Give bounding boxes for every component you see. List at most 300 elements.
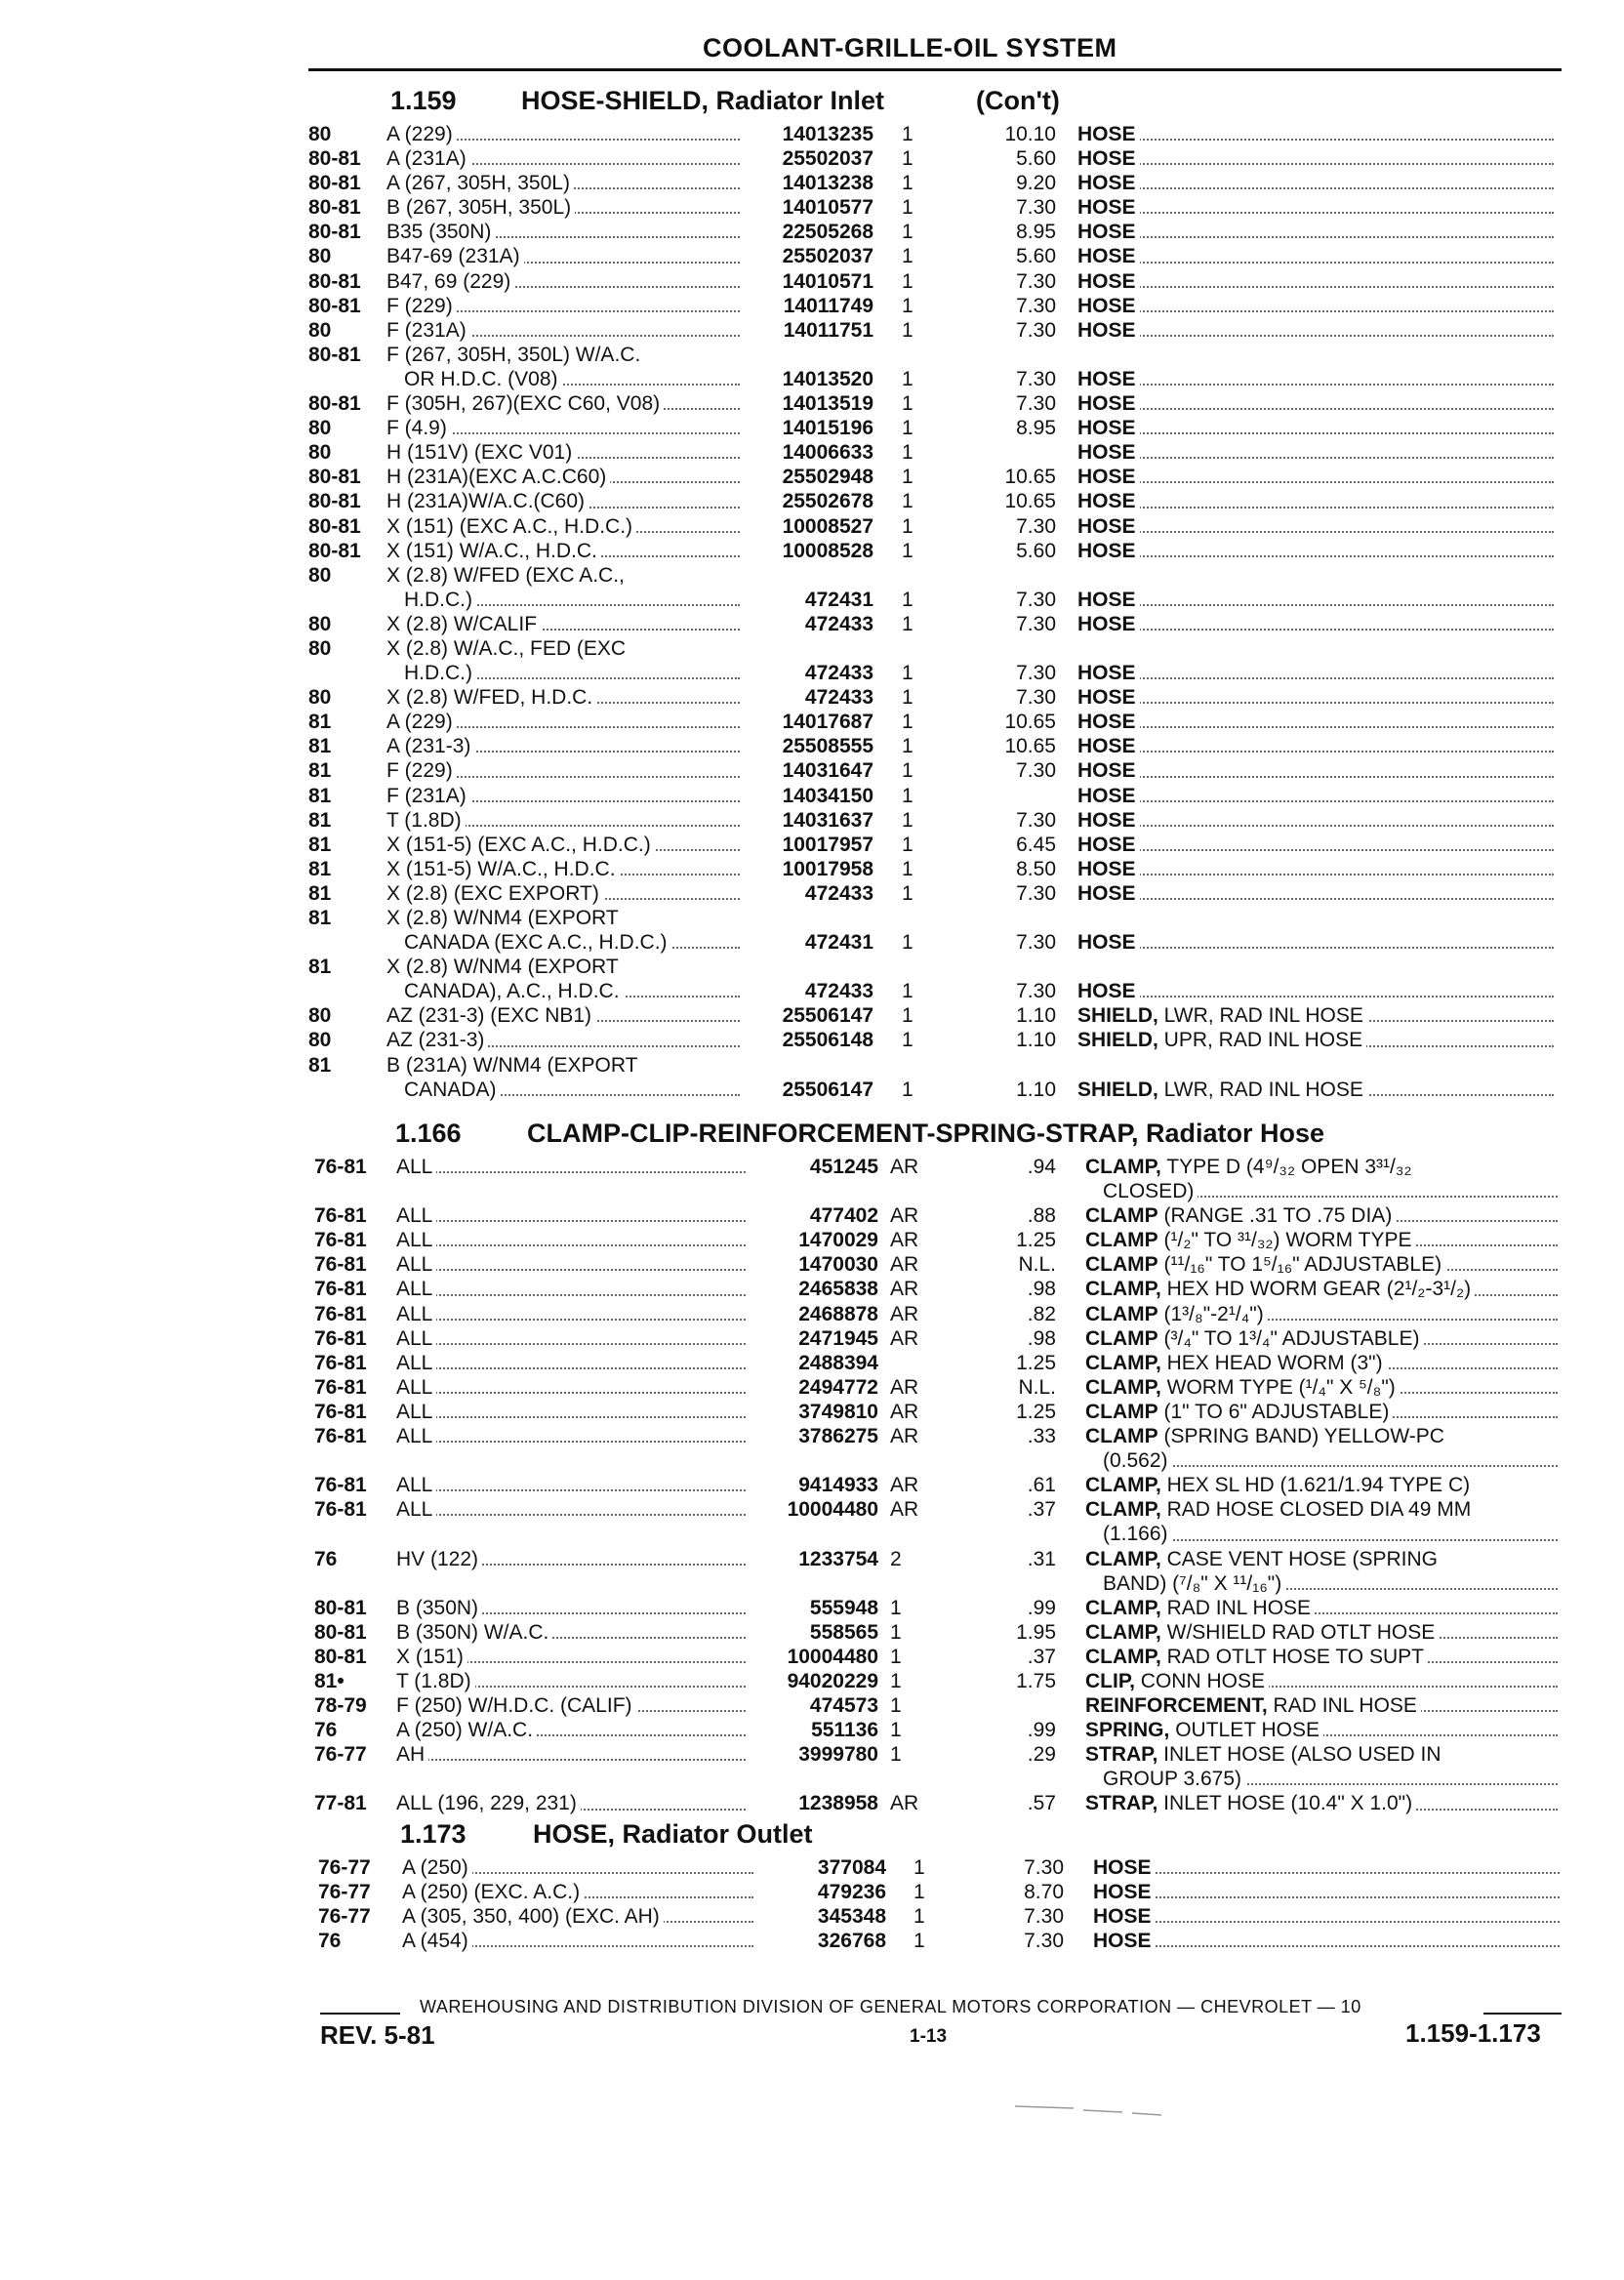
leader-dots [1077, 236, 1554, 238]
application-text: CANADA) [404, 1079, 501, 1101]
description-text: HOSE [1077, 759, 1140, 782]
leader-dots [1077, 604, 1554, 606]
description-text: CLAMP (SPRING BAND) YELLOW-PC [1085, 1425, 1448, 1447]
part-number: 3749810 [798, 1400, 878, 1423]
model-year: 81• [314, 1669, 345, 1692]
list-price: 7.30 [1016, 612, 1056, 635]
application [386, 195, 740, 220]
table-row [314, 1351, 1562, 1375]
table-row [314, 1791, 1562, 1815]
description [1085, 1547, 1558, 1571]
table-row [314, 1522, 1562, 1546]
application-text: F (250) W/H.D.C. (CALIF) [396, 1694, 636, 1717]
description-text: STRAP, INLET HOSE (ALSO USED IN [1085, 1743, 1445, 1766]
table-row [308, 318, 1562, 343]
application [402, 1904, 753, 1929]
part-number: 22505268 [782, 221, 873, 244]
model-year: 76 [314, 1719, 338, 1742]
description [1077, 758, 1554, 783]
list-price: .61 [1027, 1474, 1056, 1497]
application-text: OR H.D.C. (V08) [404, 368, 562, 390]
application-text: AZ (231-3) (EXC NB1) [386, 1004, 595, 1027]
part-number: 1238958 [798, 1792, 878, 1815]
leader-dots [1077, 702, 1554, 704]
application-text: A (267, 305H, 350L) [386, 172, 574, 194]
application [386, 685, 740, 710]
leader-dots [1077, 825, 1554, 827]
description [1085, 1620, 1558, 1645]
application-text: ALL [396, 1327, 436, 1350]
part-number: 472433 [804, 612, 873, 635]
description-text: CLAMP, HEX HEAD WORM (3") [1085, 1352, 1387, 1374]
part-number: 472433 [804, 662, 873, 685]
leader-dots [1077, 898, 1554, 900]
part-number: 1470030 [798, 1253, 878, 1277]
application [386, 244, 740, 268]
description [1077, 710, 1554, 734]
application [396, 1400, 746, 1424]
page-number: 1-13 [910, 2026, 948, 2047]
part-number: 14011749 [783, 294, 873, 317]
part-number: 14010577 [782, 196, 873, 220]
part-number: 472433 [804, 881, 873, 905]
description-text: GROUP 3.675) [1103, 1768, 1245, 1790]
model-year: 81 [308, 808, 332, 832]
application-text: A (229) [386, 123, 457, 145]
part-number: 479236 [817, 1881, 886, 1904]
leader-dots [396, 1367, 746, 1369]
list-price: 1.10 [1016, 1078, 1056, 1101]
application-text: ALL [396, 1204, 436, 1227]
leader-dots [396, 1171, 746, 1173]
description-text: HOSE [1077, 196, 1140, 219]
part-number: 14006633 [782, 441, 873, 465]
model-year: 76-81 [314, 1425, 367, 1448]
model-year: 80-81 [308, 490, 361, 513]
table-row [314, 1669, 1562, 1693]
description [1085, 1375, 1558, 1400]
list-price: .94 [1027, 1156, 1056, 1178]
leader-dots [396, 1759, 746, 1761]
description [1077, 122, 1554, 146]
description-text: HOSE [1077, 662, 1140, 684]
model-year: 80-81 [314, 1645, 367, 1668]
table-row [308, 784, 1562, 808]
list-price: .57 [1027, 1792, 1056, 1815]
part-number: 10017958 [782, 857, 873, 880]
part-number: 14013235 [782, 123, 873, 145]
list-price: 10.10 [1004, 123, 1056, 145]
application-text: ALL [396, 1425, 436, 1447]
description-text: HOSE [1077, 147, 1140, 170]
table-row [308, 489, 1562, 513]
application [386, 758, 740, 783]
table-row [318, 1904, 1562, 1929]
application-text: F (4.9) [386, 417, 451, 439]
quantity: AR [890, 1375, 919, 1399]
description-text: CLAMP (¹/₂" TO ³¹/₃₂) WORM TYPE [1085, 1229, 1415, 1251]
part-number: 14011751 [783, 318, 873, 342]
application [386, 906, 740, 930]
part-number: 2488394 [798, 1351, 878, 1374]
leader-dots [396, 1294, 746, 1296]
part-number: 10004480 [787, 1498, 878, 1522]
model-year: 81 [308, 833, 332, 856]
application [396, 1742, 746, 1767]
table-row [314, 1179, 1562, 1203]
leader-dots [1077, 800, 1554, 802]
application-text: B (350N) [396, 1597, 482, 1619]
application-text: T (1.8D) [396, 1670, 475, 1692]
table-row [308, 661, 1562, 685]
part-number: 14017687 [782, 711, 873, 734]
description-text: CLAMP (1" TO 6" ADJUSTABLE) [1085, 1401, 1393, 1423]
leader-dots [1077, 874, 1554, 875]
description-text: HOSE [1077, 785, 1140, 807]
description-text: CLAMP, WORM TYPE (¹/₄" X ⁵/₈") [1085, 1376, 1400, 1399]
model-year: 81 [308, 857, 332, 880]
table-row [308, 955, 1562, 979]
table-row [308, 1078, 1562, 1102]
description [1077, 588, 1554, 612]
application-text: ALL [396, 1352, 436, 1374]
description [1077, 857, 1554, 881]
leader-dots [1077, 457, 1554, 459]
application-text: B (231A) W/NM4 (EXPORT [386, 1054, 642, 1077]
table-row [308, 367, 1562, 391]
description-text: HOSE [1077, 392, 1140, 415]
model-year: 76 [314, 1547, 338, 1570]
part-number: 472431 [804, 931, 873, 955]
table-row [318, 1929, 1562, 1953]
list-price: 7.30 [1016, 686, 1056, 710]
leader-dots [1093, 1896, 1560, 1898]
list-price: N.L. [1018, 1253, 1056, 1277]
list-price: .29 [1027, 1743, 1056, 1767]
model-year: 76-81 [314, 1474, 367, 1497]
quantity: 1 [902, 686, 914, 710]
quantity: 1 [902, 857, 914, 880]
list-price: 7.30 [1016, 318, 1056, 342]
table-row [314, 1326, 1562, 1351]
description [1077, 367, 1554, 391]
leader-dots [1077, 408, 1554, 410]
list-price: 1.10 [1016, 1029, 1056, 1052]
leader-dots [1077, 726, 1554, 728]
quantity: 1 [890, 1669, 902, 1692]
quantity: 1 [902, 490, 914, 513]
list-price: 1.10 [1016, 1004, 1056, 1028]
application [404, 979, 740, 1003]
part-number: 2465838 [798, 1278, 878, 1301]
quantity: 1 [902, 980, 914, 1003]
leader-dots [1077, 996, 1554, 998]
description [1093, 1929, 1560, 1953]
description-text: CLAMP, HEX SL HD (1.621/1.94 TYPE C) [1085, 1474, 1474, 1496]
table-row [308, 1028, 1562, 1052]
model-year: 76-81 [314, 1375, 367, 1399]
leader-dots [396, 1319, 746, 1321]
quantity: 1 [902, 833, 914, 856]
list-price: 7.30 [1016, 269, 1056, 293]
quantity: 1 [890, 1719, 902, 1742]
description [1085, 1791, 1558, 1815]
leader-dots [1077, 776, 1554, 778]
quantity: 1 [902, 662, 914, 685]
application [386, 146, 740, 171]
table-row [308, 122, 1562, 146]
description-text: HOSE [1077, 980, 1140, 1002]
model-year: 80-81 [308, 147, 361, 171]
application [404, 367, 740, 391]
application-text: H.D.C.) [404, 589, 476, 611]
list-price: .37 [1027, 1498, 1056, 1522]
application-text: X (151) [396, 1646, 467, 1668]
model-year: 78-79 [314, 1694, 367, 1718]
description-text: HOSE [1077, 882, 1140, 905]
description [1077, 440, 1554, 465]
part-number: 14013519 [782, 392, 873, 416]
application-text: X (2.8) W/FED, H.D.C. [386, 686, 596, 709]
description [1077, 489, 1554, 513]
table-row [314, 1252, 1562, 1277]
application-text: X (151) W/A.C., H.D.C. [386, 540, 601, 562]
description-text: HOSE [1077, 589, 1140, 611]
leader-dots [1077, 139, 1554, 141]
description [1085, 1645, 1558, 1669]
table-row [314, 1228, 1562, 1252]
leader-dots [1077, 335, 1554, 337]
list-price: 9.20 [1016, 172, 1056, 195]
application-text: B (350N) W/A.C. [396, 1621, 552, 1644]
application-text: A (250) W/A.C. [396, 1719, 537, 1741]
description-text: CLAMP (³/₄" TO 1³/₄" ADJUSTABLE) [1085, 1327, 1423, 1350]
description-text: HOSE [1093, 1905, 1156, 1928]
application [396, 1791, 746, 1815]
description-text: HOSE [1077, 931, 1140, 954]
quantity: 1 [890, 1694, 902, 1718]
table-row [314, 1596, 1562, 1620]
application-text: F (267, 305H, 350L) W/A.C. [386, 344, 644, 366]
list-price: 1.25 [1016, 1351, 1056, 1374]
model-year: 80 [308, 1029, 332, 1052]
continued-label: (Con't) [976, 86, 1060, 115]
description [1077, 244, 1554, 268]
application-text: ALL [396, 1253, 436, 1276]
application [404, 1078, 740, 1102]
table-row [308, 833, 1562, 857]
leader-dots [396, 1514, 746, 1516]
model-year: 81 [308, 759, 332, 783]
model-year: 80 [308, 417, 332, 440]
quantity: 1 [902, 466, 914, 489]
quantity: AR [890, 1229, 919, 1252]
description [1103, 1179, 1558, 1203]
leader-dots [1077, 286, 1554, 288]
application-text: A (231-3) [386, 735, 474, 757]
description [1093, 1855, 1560, 1880]
description [1077, 220, 1554, 244]
leader-dots [1077, 751, 1554, 753]
model-year: 81 [308, 1053, 332, 1077]
description-text: HOSE [1077, 319, 1140, 342]
description-text: HOSE [1093, 1856, 1156, 1879]
list-price: 10.65 [1004, 711, 1056, 734]
table-row [314, 1448, 1562, 1473]
model-year: 80-81 [308, 269, 361, 293]
description-text: HOSE [1093, 1930, 1156, 1952]
description-text: HOSE [1077, 172, 1140, 194]
description [1077, 146, 1554, 171]
quantity: 1 [902, 392, 914, 416]
quantity: 1 [902, 759, 914, 783]
table-row [314, 1571, 1562, 1596]
model-year: 81 [308, 735, 332, 758]
model-year: 76-81 [314, 1278, 367, 1301]
quantity: AR [890, 1474, 919, 1497]
application [396, 1155, 746, 1179]
application-text: AH [396, 1743, 428, 1766]
description [1077, 685, 1554, 710]
table-row [314, 1767, 1562, 1791]
model-year: 80 [308, 563, 332, 587]
quantity: 1 [902, 881, 914, 905]
part-number: 472431 [804, 588, 873, 611]
part-number: 3999780 [798, 1743, 878, 1767]
model-year: 81 [308, 907, 332, 929]
part-number: 2468878 [798, 1302, 878, 1325]
model-year: 80-81 [308, 343, 361, 366]
leader-dots [1093, 1921, 1560, 1923]
list-price: 7.30 [1016, 881, 1056, 905]
quantity: 1 [914, 1930, 925, 1953]
application-text: A (250) [402, 1856, 472, 1879]
application-text: ALL [396, 1474, 436, 1496]
application-text: A (454) [402, 1930, 472, 1952]
quantity: 1 [902, 269, 914, 293]
footer-division: WAREHOUSING AND DISTRIBUTION DIVISION OF GENERAL MOTORS CORPORATION — CHEVROLET — 10 [420, 1997, 1361, 2016]
table-row [314, 1473, 1562, 1497]
quantity: 1 [902, 196, 914, 220]
application [386, 857, 740, 881]
part-number: 474573 [809, 1694, 878, 1718]
part-number: 25502678 [782, 490, 873, 513]
leader-dots [1077, 677, 1554, 679]
title-rule [308, 68, 1562, 71]
table-row [308, 563, 1562, 588]
description-text: HOSE [1077, 466, 1140, 488]
description-text: HOSE [1077, 540, 1140, 562]
description-text: HOSE [1077, 834, 1140, 856]
list-price: 7.30 [1016, 808, 1056, 832]
quantity: AR [890, 1792, 919, 1815]
description-text: CLAMP, RAD HOSE CLOSED DIA 49 MM [1085, 1498, 1475, 1521]
leader-dots [1077, 262, 1554, 264]
leader-dots [1077, 212, 1554, 214]
part-number: 10017957 [782, 833, 873, 856]
quantity: 1 [890, 1596, 902, 1619]
application [386, 440, 740, 465]
model-year: 80 [308, 686, 332, 710]
description [1103, 1767, 1558, 1791]
quantity: 1 [902, 123, 914, 145]
application [386, 612, 740, 636]
application [396, 1252, 746, 1277]
list-price: .99 [1027, 1719, 1056, 1742]
model-year: 76-81 [314, 1229, 367, 1252]
part-number: 9414933 [798, 1474, 878, 1497]
application [396, 1203, 746, 1228]
application [402, 1855, 753, 1880]
application [396, 1277, 746, 1301]
application [386, 122, 740, 146]
model-year: 80 [308, 123, 332, 145]
model-year: 76-81 [314, 1204, 367, 1228]
part-number: 477402 [809, 1204, 878, 1228]
description [1077, 808, 1554, 833]
leader-dots [1093, 1872, 1560, 1874]
quantity: AR [890, 1156, 919, 1178]
quantity: AR [890, 1278, 919, 1301]
leader-dots [396, 1489, 746, 1491]
description [1085, 1424, 1558, 1448]
application [404, 588, 740, 612]
application-text: X (2.8) W/NM4 (EXPORT [386, 907, 623, 929]
table-row [308, 588, 1562, 612]
part-number: 377084 [817, 1856, 886, 1879]
quantity: 1 [902, 245, 914, 268]
table-row [308, 857, 1562, 881]
table-row [308, 1003, 1562, 1028]
application [386, 489, 740, 513]
part-number: 14015196 [782, 417, 873, 440]
description-text: HOSE [1077, 711, 1140, 733]
description-text: REINFORCEMENT, RAD INL HOSE [1085, 1694, 1421, 1717]
quantity: AR [890, 1253, 919, 1277]
model-year: 76-77 [314, 1743, 367, 1767]
description [1077, 269, 1554, 294]
quantity: 1 [902, 514, 914, 538]
description [1077, 661, 1554, 685]
description-text: CLAMP (¹¹/₁₆" TO 1⁵/₁₆" ADJUSTABLE) [1085, 1253, 1445, 1276]
application [386, 1053, 740, 1078]
description [1077, 294, 1554, 318]
table-row [314, 1645, 1562, 1669]
description-text: HOSE [1077, 123, 1140, 145]
description-text: HOSE [1077, 490, 1140, 512]
application [396, 1547, 746, 1571]
quantity: AR [890, 1204, 919, 1228]
leader-dots [396, 1392, 746, 1394]
application [396, 1424, 746, 1448]
model-year: 81 [308, 711, 332, 734]
list-price: 7.30 [1024, 1905, 1064, 1929]
part-number: 551136 [811, 1719, 878, 1742]
list-price: 10.65 [1004, 466, 1056, 489]
description-text: STRAP, INLET HOSE (10.4" X 1.0") [1085, 1792, 1416, 1814]
description-text: BAND) (⁷/₈" X ¹¹/₁₆") [1103, 1572, 1285, 1595]
description [1077, 1078, 1554, 1102]
table-row [314, 1620, 1562, 1645]
application-text: A (250) (EXC. A.C.) [402, 1881, 584, 1903]
quantity: 1 [902, 588, 914, 611]
leader-dots [1077, 384, 1554, 386]
table-row [318, 1880, 1562, 1904]
quantity: AR [890, 1498, 919, 1522]
list-price: .31 [1027, 1547, 1056, 1570]
application [402, 1880, 753, 1904]
table-row [308, 612, 1562, 636]
